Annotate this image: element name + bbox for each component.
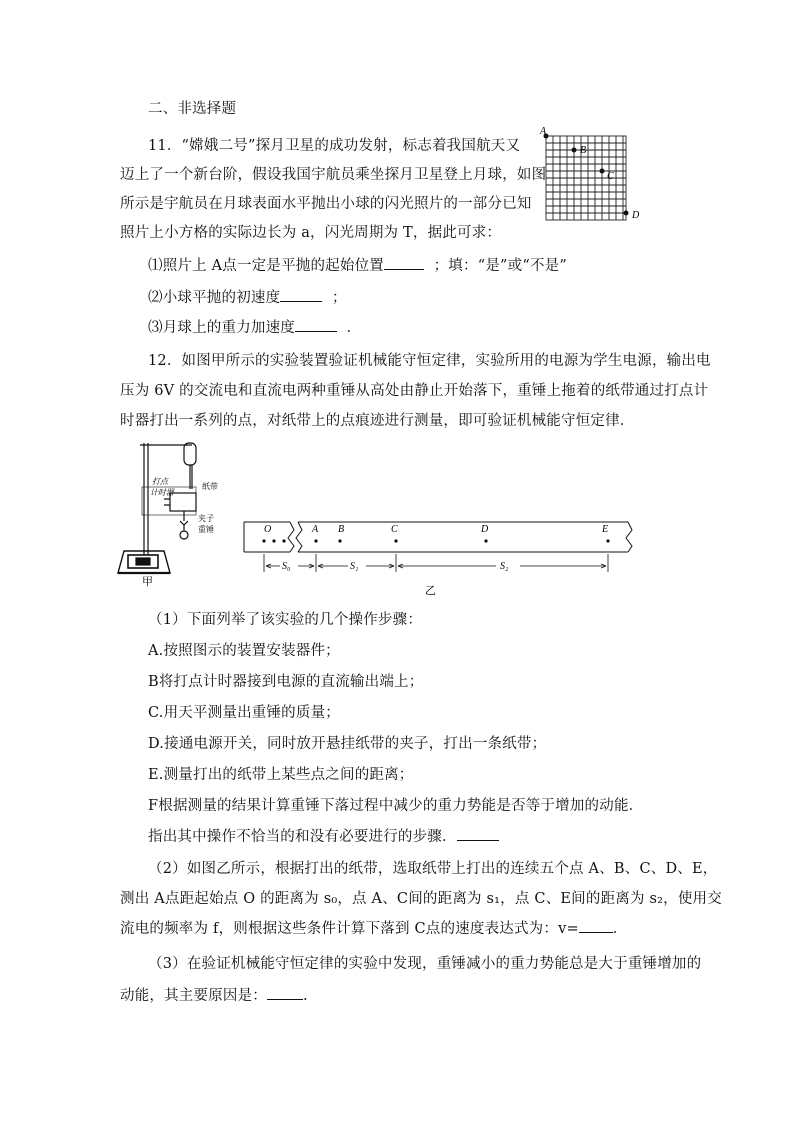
q12-part3-line-2-text: 动能，其主要原因是： — [120, 988, 267, 1004]
q12-step-b: B将打点计时器接到电源的直流输出端上； — [148, 674, 424, 690]
tape-label-o: O — [264, 524, 272, 535]
q12-part1-blank[interactable] — [457, 826, 499, 841]
tape-dot-c — [394, 539, 397, 542]
caption-yi: 乙 — [425, 585, 436, 597]
label-tape: 纸带 — [202, 482, 218, 491]
grid-label-c: C — [607, 171, 614, 182]
q12-step-e: E.测量打出的纸带上某些点之间的距离； — [148, 767, 414, 783]
apparatus-figure — [112, 437, 232, 587]
tape-dot-b — [338, 539, 341, 542]
q11-sub1 — [148, 254, 567, 275]
q12-part1-ask — [148, 825, 499, 846]
label-s0: S₀ — [282, 561, 291, 572]
q11-line-3: 所示是宇航员在月球表面水平抛出小球的闪光照片的一部分已知 — [120, 196, 532, 212]
label-clip: 夹子 — [198, 514, 214, 523]
label-s2: S₂ — [500, 561, 509, 572]
label-s1: S₁ — [350, 561, 359, 572]
caption-jia: 甲 — [142, 576, 153, 587]
q11-sub2 — [148, 286, 347, 307]
tape-dot-o3 — [282, 539, 285, 542]
q12-step-a: A.按照图示的装置安装器件； — [148, 643, 340, 659]
tape-dot-o2 — [272, 539, 275, 542]
label-timer-1: 打点 — [152, 477, 168, 486]
q12-step-c: C.用天平测量出重锤的质量； — [148, 705, 340, 721]
tape-label-e: E — [602, 524, 609, 535]
q12-part3-tail: . — [303, 988, 308, 1004]
q12-part2-line-1: （2）如图乙所示，根据打出的纸带，选取纸带上打出的连续五个点 A、B、C、D、E， — [148, 861, 718, 877]
q11-line-2: 迈上了一个新台阶，假设我国宇航员乘坐探月卫星登上月球，如图 — [120, 167, 547, 183]
tape-label-c: C — [391, 524, 398, 535]
tape-dot-d — [484, 539, 487, 542]
tape-label-d: D — [481, 524, 489, 535]
q12-part2-line-3 — [120, 917, 628, 938]
grid-label-a: A — [540, 126, 547, 137]
q12-part2-tail: ． — [612, 921, 628, 937]
q12-part2-line-2: 测出 A点距起始点 O 的距离为 s₀，点 A、C间的距离为 s₁，点 C、E间的距离为 s₂，使用交 — [120, 891, 722, 907]
q11-line-4: 照片上小方格的实际边长为 a，闪光周期为 T，据此可求： — [120, 225, 502, 241]
q12-part2-line-3-text: 流电的频率为 f，则根据这些条件计算下落到 C点的速度表达式为：v= — [120, 921, 579, 937]
q12-line-1: 12．如图甲所示的实验装置验证机械能守恒定律，实验所用的电源为学生电源，输出电 — [148, 353, 711, 369]
q12-part3-line-2 — [120, 984, 308, 1005]
tape-dot-e — [606, 539, 609, 542]
label-weight: 重锤 — [198, 525, 214, 534]
point-c-dot — [600, 169, 605, 174]
label-timer-2: 计时器 — [150, 488, 174, 497]
q12-part2-blank[interactable] — [579, 918, 613, 933]
q11-sub2-text: ⑵小球平抛的初速度 — [148, 290, 281, 306]
tape-dot-o — [262, 539, 265, 542]
q12-step-d: D.接通电源开关，同时放开悬挂纸带的夹子，打出一条纸带； — [148, 736, 547, 752]
q11-line-1: 11．“嫦娥二号”探月卫星的成功发射，标志着我国航天又 — [148, 138, 521, 154]
q11-sub1-text: ⑴照片上 A点一定是平抛的起始位置 — [148, 258, 384, 274]
q11-sub1-tail: ；填：“是”或“不是” — [433, 258, 567, 274]
q12-part3-line-1: （3）在验证机械能守恒定律的实验中发现，重锤减小的重力势能总是大于重锤增加的 — [148, 956, 702, 972]
section-title: 二、非选择题 — [148, 101, 237, 117]
q11-sub3-blank[interactable] — [295, 317, 337, 332]
point-b-dot — [572, 148, 577, 153]
q12-step-f: F根据测量的结果计算重锤下落过程中减少的重力势能是否等于增加的动能． — [148, 798, 644, 814]
tape-dot-a — [314, 539, 317, 542]
q12-part3-blank[interactable] — [267, 985, 303, 1000]
tape-label-b: B — [338, 524, 345, 535]
q11-sub1-blank[interactable] — [384, 255, 424, 270]
q11-sub3-text: ⑶月球上的重力加速度 — [148, 320, 295, 336]
point-d-dot — [624, 211, 629, 216]
projectile-grid-figure — [538, 124, 648, 228]
q11-sub3-tail: ． — [346, 320, 362, 336]
grid-label-d: D — [632, 210, 640, 221]
q12-line-2: 压为 6V 的交流电和直流电两种重锤从高处由静止开始落下，重锤上拖着的纸带通过打点计 — [120, 383, 709, 399]
q12-line-3: 时器打出一系列的点，对纸带上的点痕迹进行测量，即可验证机械能守恒定律． — [120, 413, 635, 429]
q11-sub3 — [148, 316, 361, 337]
q12-part1-ask-text: 指出其中操作不恰当的和没有必要进行的步骤． — [148, 829, 457, 845]
q12-part1-intro: （1）下面列举了该实验的几个操作步骤： — [148, 612, 423, 628]
paper-tape-figure — [240, 512, 640, 598]
q11-sub2-tail: ； — [331, 290, 347, 306]
tape-label-a: A — [312, 524, 319, 535]
grid-label-b: B — [580, 145, 587, 156]
q11-sub2-blank[interactable] — [280, 287, 322, 302]
